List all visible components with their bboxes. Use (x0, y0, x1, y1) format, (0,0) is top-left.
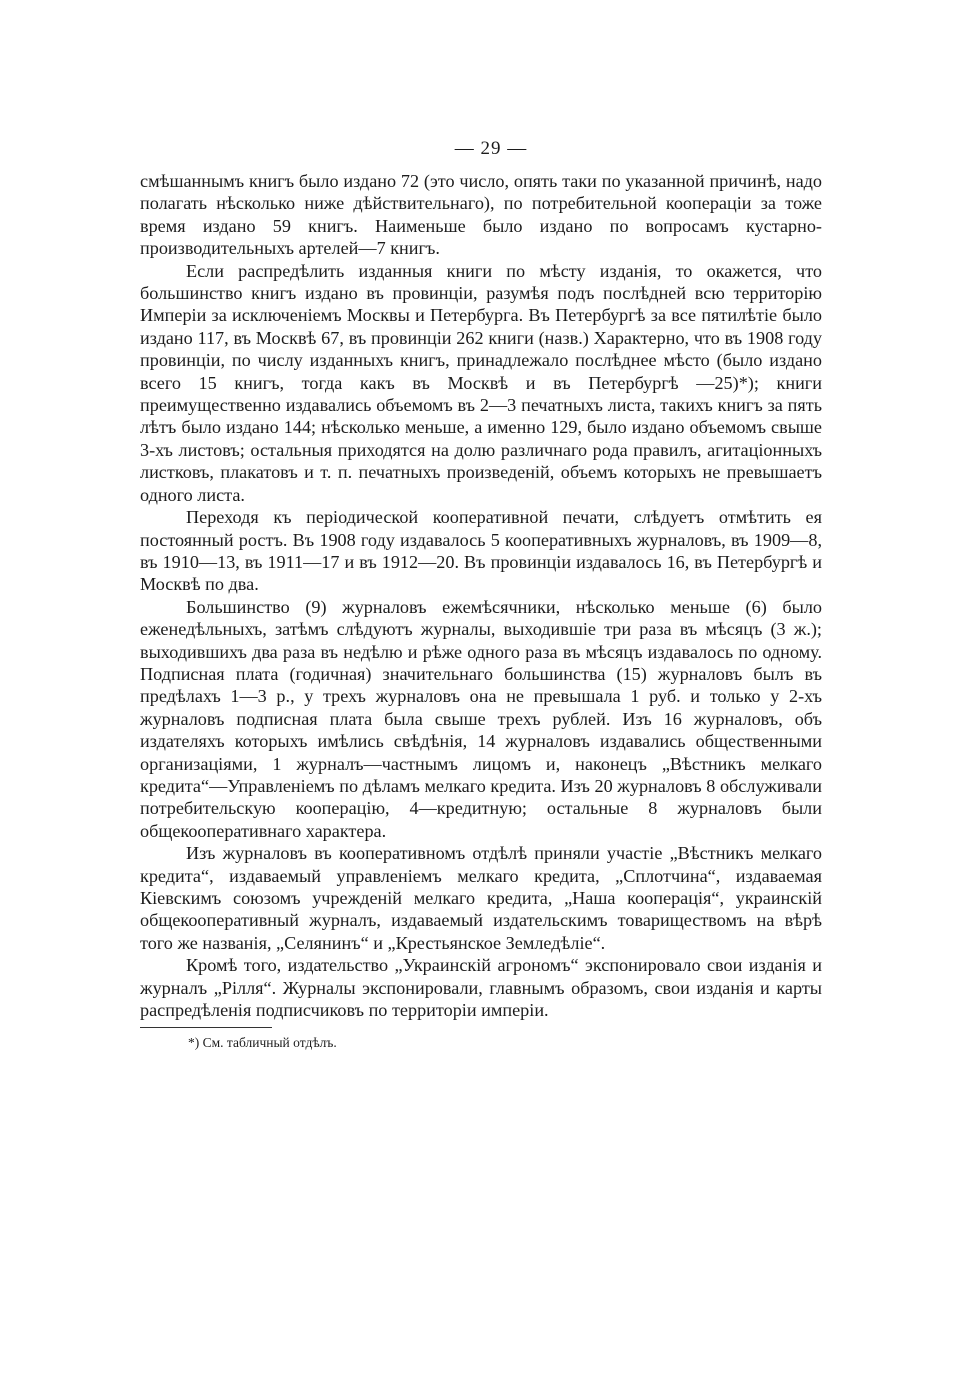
paragraph-places-of-publication: Если распредѣлить изданныя книги по мѣсту изданія, то окажется, что большинство книгъ издано въ провинціи, разумѣя подъ послѣдней всю территорію Имперіи за исключеніемъ Москвы и Петербурга. Въ Петербургѣ за все пятилѣтіе было издано 117, въ Москвѣ 67, въ провинціи 262 книги (назв.) Характерно, что въ 1908 году провинціи, по числу изданныхъ книгъ, принадлежало послѣднее мѣсто (было издано всего 15 книгъ, тогда какъ въ Москвѣ и въ Петербургѣ —25)*); книги преимущественно издавались объемомъ въ 2—3 печатныхъ листа, такихъ книгъ за пять лѣтъ было издано 144; нѣсколько меньше, а именно 129, было издано объемомъ свыше 3-хъ листовъ; остальныя приходятся на долю различнаго рода правилъ, агитаціонныхъ листковъ, плакатовъ и т. п. печатныхъ произведеній, объемъ которыхъ не превышаетъ одного листа. (140, 260, 822, 505)
page-number: — 29 — (454, 138, 528, 159)
paragraph-continuation: смѣшаннымъ книгъ было издано 72 (это число, опять таки по указанной причинѣ, надо полагать нѣсколько ниже дѣйствительнаго), по потребительной коопераціи за тоже время издано 59 книгъ. Наименьше было издано по вопросамъ кустарно-производительныхъ артелей—7 книгъ. (140, 171, 822, 259)
footnote: *) См. табличный отдѣлъ. (188, 1035, 337, 1051)
body-text (140, 170, 822, 1021)
paragraph-exhibiting-journals: Изъ журналовъ въ кооперативномъ отдѣлѣ приняли участіе „Вѣстникъ мелкаго кредита“, издаваемый управленіемъ мелкаго кредита, „Сплотчина“, издаваемая Кіевскимъ союзомъ учрежденій мелкаго кредита, „Наша кооперація“, украинскій общекооперативный журналъ, издаваемый издательскимъ товариществомъ на вѣрѣ того же названія, „Селянинъ“ и „Крестьянское Земледѣліе“. (140, 843, 822, 953)
paragraph-journal-frequency: Большинство (9) журналовъ ежемѣсячники, нѣсколько меньше (6) было еженедѣльныхъ, затѣмъ слѣдуютъ журналы, выходившіе три раза въ мѣсяцъ (3 ж.); выходившихъ два раза въ недѣлю и рѣже одного раза въ мѣсяцъ издавалось по одному. Подписная плата (годичная) значительнаго большинства (15) журналовъ былъ въ предѣлахъ 1—3 р., у трехъ журналовъ она не превышала 1 руб. и только у 2-хъ журналовъ подписная плата была свыше трехъ рублей. Изъ 16 журналовъ, объ издателяхъ которыхъ имѣлись свѣдѣнія, 14 журналовъ издавались общественными организаціями, 1 журналъ—частнымъ лицомъ и, наконецъ „Вѣстникъ мелкаго кредита“—Управленіемъ по дѣламъ мелкаго кредита. Изъ 20 журналовъ 8 обслуживали потребительскую кооперацію, 4—кредитную; остальные 8 журналовъ были общекооперативнаго характера. (140, 596, 822, 841)
paragraph-publishing-house: Кромѣ того, издательство „Украинскій агрономъ“ экспонировало свои изданія и журналъ „Рілля“. Журналы экспонировали, главнымъ образомъ, свои изданія и карты распредѣленія подписчиковъ по территоріи имперіи. (140, 955, 822, 1021)
document-page (140, 138, 822, 1318)
paragraph-periodical-press: Переходя къ періодической кооперативной печати, слѣдуетъ отмѣтить ея постоянный ростъ. Въ 1908 году издавалось 5 кооперативныхъ журналовъ, въ 1909—8, въ 1910—13, въ 1911—17 и въ 1912—20. Въ провинціи издавалось 16, въ Петербургѣ и Москвѣ по два. (140, 507, 822, 595)
footnote-divider (140, 1027, 272, 1028)
